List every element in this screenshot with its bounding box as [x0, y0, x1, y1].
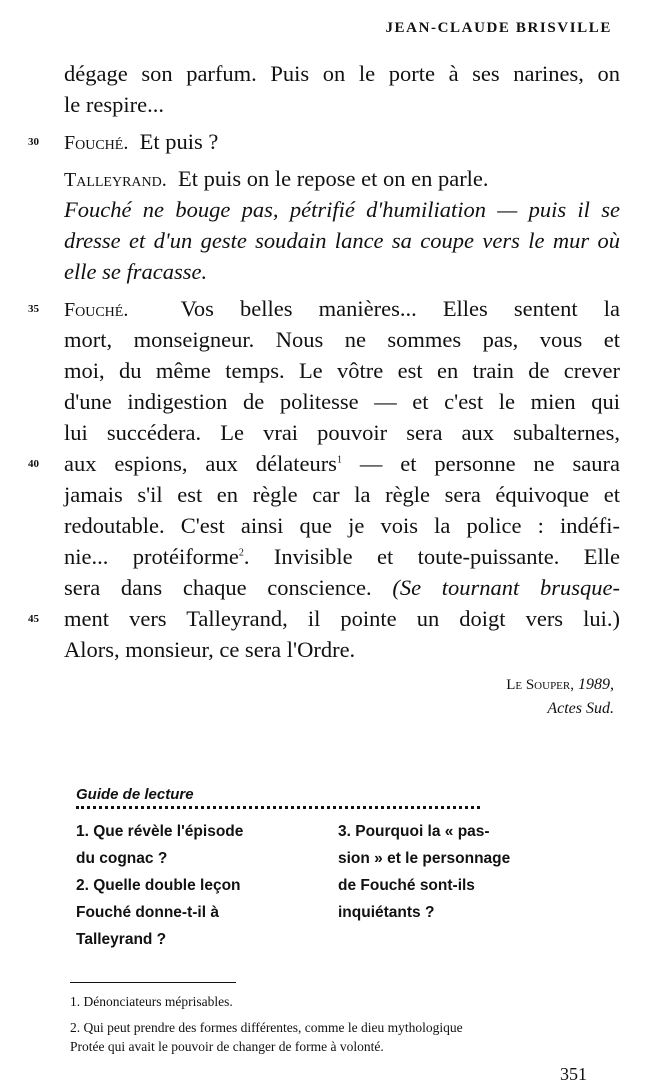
question-line: 1. Que révèle l'épisode	[76, 823, 244, 840]
footnote-ref: 1	[336, 454, 342, 466]
footnote: 2. Qui peut prendre des formes différentes, comme le dieu mythologique Protée qui avait le pouvoir de changer de forme à volonté.	[70, 1020, 463, 1054]
line-number: 30	[28, 136, 39, 148]
text-line: jamais s'il est en règle car la règle sera équivoque et	[64, 482, 620, 507]
question-line: inquiétants ?	[338, 904, 435, 921]
text-line: Alors, monsieur, ce sera l'Ordre.	[64, 637, 356, 662]
reading-guide	[76, 786, 576, 953]
question-line: Talleyrand ?	[76, 931, 167, 948]
guide-title: Guide de lecture	[76, 786, 480, 809]
text-line: le respire...	[64, 92, 164, 117]
line-number: 45	[28, 613, 39, 625]
text-line: sera dans chaque conscience. (Se tournant brusque-	[64, 575, 620, 600]
text-line: 40 aux espions, aux délateurs$^1$ — et personne ne saura	[64, 448, 620, 479]
stage-direction: dresse et d'un geste soudain lance sa coupe vers le mur où	[64, 228, 620, 253]
dialogue-line: Talleyrand. Et puis on le repose et on en parle.	[64, 166, 489, 191]
speaker-name: Talleyrand.	[64, 169, 167, 191]
page-number: 351	[560, 1064, 587, 1084]
footnote-divider	[70, 982, 236, 983]
question-line: Fouché donne-t-il à	[76, 904, 219, 921]
text-line: lui succédera. Le vrai pouvoir sera aux subalternes,	[64, 420, 620, 445]
text-line: mort, monseigneur. Nous ne sommes pas, vous et	[64, 327, 620, 352]
text-line: moi, du même temps. Le vôtre est en train de crever	[64, 358, 620, 383]
guide-column-right	[338, 818, 510, 953]
footnote-ref: 2	[238, 547, 244, 559]
line-number: 35	[28, 303, 39, 315]
source-citation: Le Souper, 1989, Actes Sud.	[506, 676, 614, 717]
question-line: du cognac ?	[76, 850, 168, 867]
question-line: 3. Pourquoi la « pas-	[338, 823, 490, 840]
question-line: sion » et le personnage	[338, 850, 511, 867]
stage-direction: (Se tournant brusque-	[392, 575, 620, 600]
question-line: de Fouché sont-ils	[338, 877, 475, 894]
footnote: 1. Dénonciateurs méprisables.	[70, 994, 233, 1009]
play-excerpt	[0, 58, 650, 720]
stage-direction: elle se fracasse.	[64, 259, 208, 284]
stage-direction: Fouché ne bouge pas, pétrifié d'humiliation — puis il se	[64, 197, 620, 222]
text-line: nie... protéiforme$^2$. Invisible et toute-puissante. Elle	[64, 544, 620, 569]
running-header: JEAN-CLAUDE BRISVILLE	[385, 20, 612, 36]
speaker-name: Fouché.	[64, 299, 129, 321]
dialogue-line: 35 Fouché. Vos belles manières... Elles sentent la	[64, 293, 620, 324]
speaker-name: Fouché.	[64, 132, 129, 154]
text-line: redoutable. C'est ainsi que je vois la police : indéfi-	[64, 513, 620, 538]
guide-column-left	[76, 818, 338, 953]
question-line: 2. Quelle double leçon	[76, 877, 241, 894]
text-line: dégage son parfum. Puis on le porte à ses narines, on	[64, 61, 620, 86]
text-line: 45 ment vers Talleyrand, il pointe un doigt vers lui.)	[64, 603, 620, 634]
dialogue-line: 30 Fouché. Et puis ?	[64, 126, 620, 157]
text-line: d'une indigestion de politesse — et c'est le mien qui	[64, 389, 620, 414]
line-number: 40	[28, 458, 39, 470]
